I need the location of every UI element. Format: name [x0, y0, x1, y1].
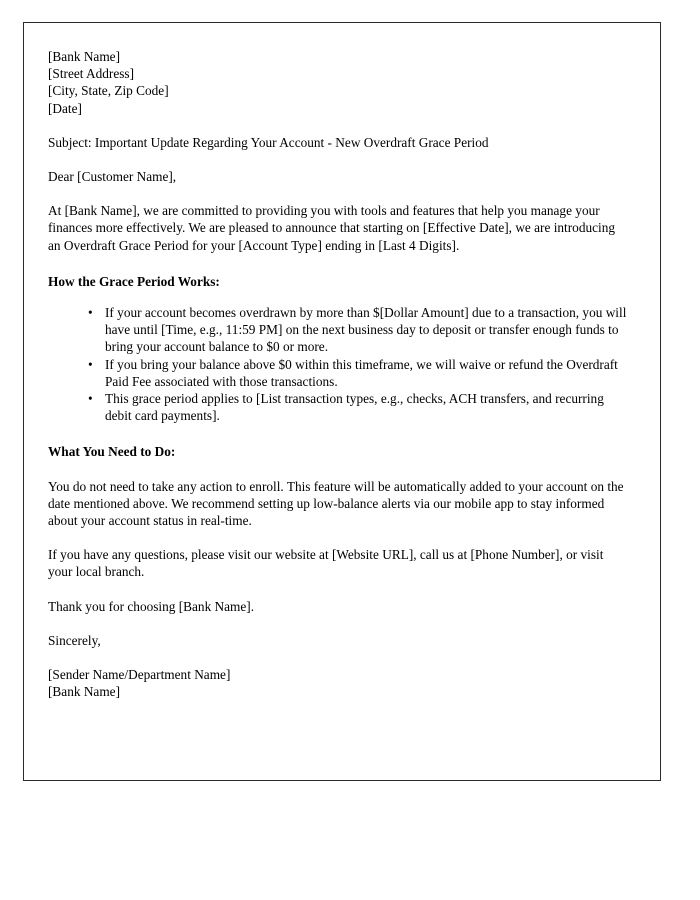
sender-address-line: [Bank Name]: [48, 49, 120, 64]
letter-body: [48, 48, 630, 700]
salutation: Dear [Customer Name],: [48, 169, 177, 185]
subject-line: Subject: Important Update Regarding Your Account - New Overdraft Grace Period: [48, 134, 489, 150]
section-heading-what-to-do: What You Need to Do:: [48, 444, 176, 460]
letter-page: [23, 22, 661, 781]
list-item: • If your account becomes overdrawn by more than $[Dollar Amount] due to a transaction, you will have until [Time, e.g., 11:59 PM] on the next business day to deposit or transfer enough funds to bring your account balance to $0 or more.: [88, 304, 630, 356]
list-item: • This grace period applies to [List transaction types, e.g., checks, ACH transfers, and recurring debit card payments].: [88, 390, 630, 424]
sender-address-line: [City, State, Zip Code]: [48, 83, 169, 99]
thank-you-line: Thank you for choosing [Bank Name].: [48, 598, 255, 614]
what-to-do-paragraph: You do not need to take any action to enroll. This feature will be automatically added to your account on the date mentioned above. We recommend setting up low-balance alerts via our mobile app to stay informed about your account status in real-time.: [48, 478, 624, 529]
grace-period-bullet-list: [48, 304, 630, 424]
list-item: • If you bring your balance above $0 within this timeframe, we will waive or refund the Overdraft Paid Fee associated with those transactions.: [88, 356, 630, 390]
sender-address-line: [Street Address]: [48, 66, 135, 82]
signature-line: [Bank Name]: [48, 684, 120, 700]
signature-line: [Sender Name/Department Name]: [48, 667, 231, 683]
sender-address-block: [48, 48, 630, 117]
sender-address-line: [Date]: [48, 100, 82, 116]
contact-paragraph: If you have any questions, please visit our website at [Website URL], call us at [Phone Number], or visit your local branch.: [48, 547, 604, 580]
section-heading-grace-period: How the Grace Period Works:: [48, 273, 220, 289]
intro-paragraph: At [Bank Name], we are committed to providing you with tools and features that help you manage your finances more effectively. We are pleased to announce that starting on [Effective Date], we are introducing an Overdraft Grace Period for your [Account Type] ending in [Last 4 Digits].: [48, 203, 616, 253]
closing-line: Sincerely,: [48, 632, 101, 648]
signature-block: [48, 666, 630, 700]
